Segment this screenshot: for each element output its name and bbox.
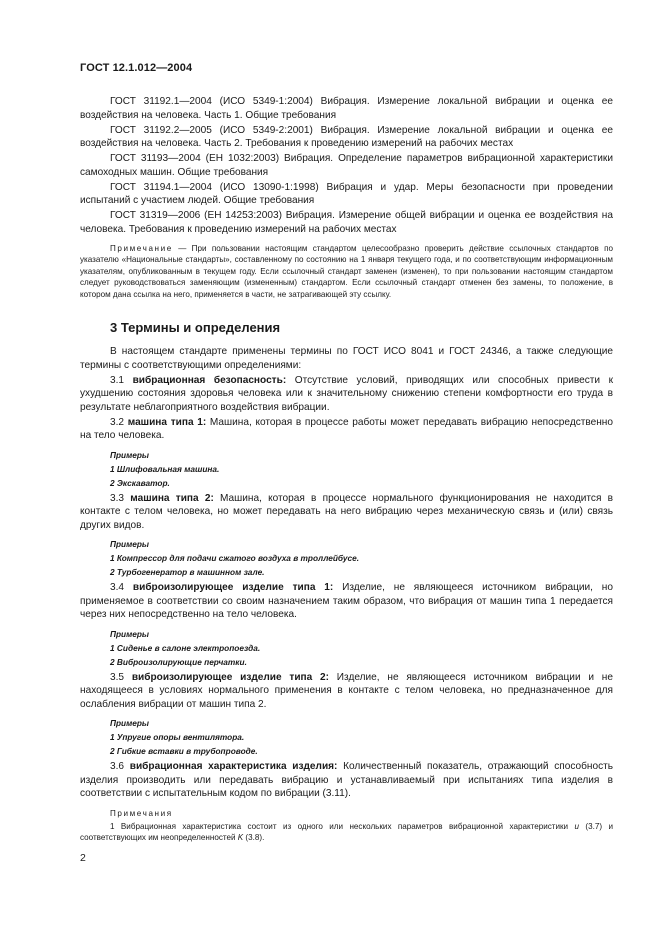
- term-name: вибрационная характеристика изделия:: [129, 761, 338, 773]
- page-number: 2: [80, 852, 86, 864]
- term-definition: Изделие, не являющееся источником вибрации и не находящееся в условиях нормального применения в контакте с телом человека, но предназначенное для ослабления вибрации от машин типа 2.: [80, 671, 613, 710]
- example-item: 2 Виброизолирующие перчатки.: [110, 656, 247, 667]
- term-name: машина типа 1:: [127, 416, 207, 428]
- symbol-k: K: [237, 832, 244, 842]
- notes-title: Примечания: [110, 808, 173, 818]
- example-item: 1 Шлифовальная машина.: [110, 463, 220, 474]
- note-text-a: 1 Вибрационная характеристика состоит из одного или нескольких параметров вибрационной характеристики: [110, 821, 575, 831]
- term-number: 3.2: [110, 416, 125, 428]
- term-number: 3.6: [110, 761, 125, 773]
- example-item: 1 Сиденье в салоне электропоезда.: [110, 642, 261, 653]
- note-text-c: (3.8).: [243, 832, 265, 842]
- examples-title: Примеры: [110, 449, 150, 460]
- reference-item: ГОСТ 31194.1—2004 (ИСО 13090-1:1998) Вибрация и удар. Меры безопасности при проведении испытаний с участием людей. Общие требования: [80, 181, 613, 206]
- term-number: 3.4: [110, 582, 125, 594]
- term-3-4: [80, 581, 613, 622]
- term-definition: Машина, которая в процессе работы может передавать вибрацию непосредственно на тело человека.: [80, 416, 613, 442]
- example-item: 1 Упругие опоры вентилятора.: [110, 732, 245, 743]
- term-number: 3.3: [110, 492, 125, 504]
- term-number: 3.5: [110, 671, 125, 683]
- note-label: Примечание: [110, 244, 173, 253]
- note-item: [80, 821, 613, 844]
- term-definition: Количественный показатель, отражающий способность изделия производить или передавать вибрацию и устанавливаемый при испытаниях типа изделия в соответствии с испытательным кодом по вибрации (3.11).: [80, 761, 614, 800]
- term-name: виброизолирующее изделие типа 2:: [131, 671, 330, 683]
- reference-item: ГОСТ 31319—2006 (ЕН 14253:2003) Вибрация. Измерение общей вибрации и оценка ее воздействия на человека. Требования к проведению измерений на рабочих местах: [80, 210, 613, 235]
- note-text-b: (3.7) и соответствующих им неопределенностей: [80, 821, 613, 842]
- example-item: 2 Экскаватор.: [110, 477, 170, 488]
- section-intro: В настоящем стандарте применены термины по ГОСТ ИСО 8041 и ГОСТ 24346, а также следующие термины с соответствующими определениями:: [80, 346, 613, 371]
- document-header: ГОСТ 12.1.012—2004: [80, 62, 193, 74]
- examples-title: Примеры: [110, 628, 150, 639]
- reference-item: ГОСТ 31192.1—2004 (ИСО 5349-1:2004) Вибрация. Измерение локальной вибрации и оценка ее воздействия на человека. Часть 1. Общие требования: [80, 96, 613, 121]
- document-page: [80, 62, 613, 843]
- term-name: виброизолирующее изделие типа 1:: [132, 582, 334, 594]
- term-number: 3.1: [110, 374, 125, 386]
- term-name: вибрационная безопасность:: [132, 374, 287, 386]
- example-item: 2 Гибкие вставки в трубопроводе.: [110, 746, 258, 757]
- term-3-1: [80, 374, 613, 415]
- references-note: [80, 243, 613, 300]
- examples-title: Примеры: [110, 539, 150, 550]
- reference-item: ГОСТ 31192.2—2005 (ИСО 5349-2:2001) Вибрация. Измерение локальной вибрации и оценка ее воздействия на человека. Часть 2. Требования к проведению измерений на рабочих местах: [80, 124, 613, 149]
- example-item: 1 Компрессор для подачи сжатого воздуха в троллейбусе.: [110, 553, 360, 564]
- example-item: 2 Турбогенератор в машинном зале.: [110, 567, 265, 578]
- term-definition: Изделие, не являющееся источником вибрации, но применяемое в соответствии со своим назначением таким образом, что вибрация от машин типа 1 передается через них непосредственно на тело человека.: [80, 582, 613, 621]
- term-3-6: [80, 760, 613, 801]
- symbol-u: u: [574, 821, 579, 831]
- note-text: — При пользовании настоящим стандартом целесообразно проверить действие ссылочных стандартов по указателю «Национальные стандарты», составленному по состоянию на 1 января текущего года, и по соответствующим информационным указателям, опубликованным в текущем году. Если ссылочный стандарт заменен (изменен), то при пользовании настоящим стандартом следует руководствоваться заменяющим (измененным) стандартом. Если ссылочный стандарт отменен без замены, то положение, в котором дана ссылка на него, применяется в части, не затрагивающей эту ссылку.: [80, 244, 613, 299]
- term-3-2: [80, 416, 613, 443]
- term-name: машина типа 2:: [130, 492, 214, 504]
- reference-item: ГОСТ 31193—2004 (ЕН 1032:2003) Вибрация. Определение параметров вибрационной характеристики самоходных машин. Общие требования: [80, 153, 613, 178]
- term-definition: Отсутствие условий, приводящих или способных привести к ухудшению состояния здоровья человека или к значительному снижению степени комфортности его труда в результате неблагоприятного воздействия вибрации.: [80, 374, 613, 413]
- term-3-5: [80, 671, 613, 712]
- term-definition: Машина, которая в процессе нормального функционирования не находится в контакте с телом человека, но может передавать на него вибрацию через механическую связь и (или) связь других видов.: [80, 492, 613, 531]
- examples-title: Примеры: [110, 718, 150, 729]
- section-title: 3 Термины и определения: [110, 320, 281, 336]
- term-3-3: [80, 492, 613, 533]
